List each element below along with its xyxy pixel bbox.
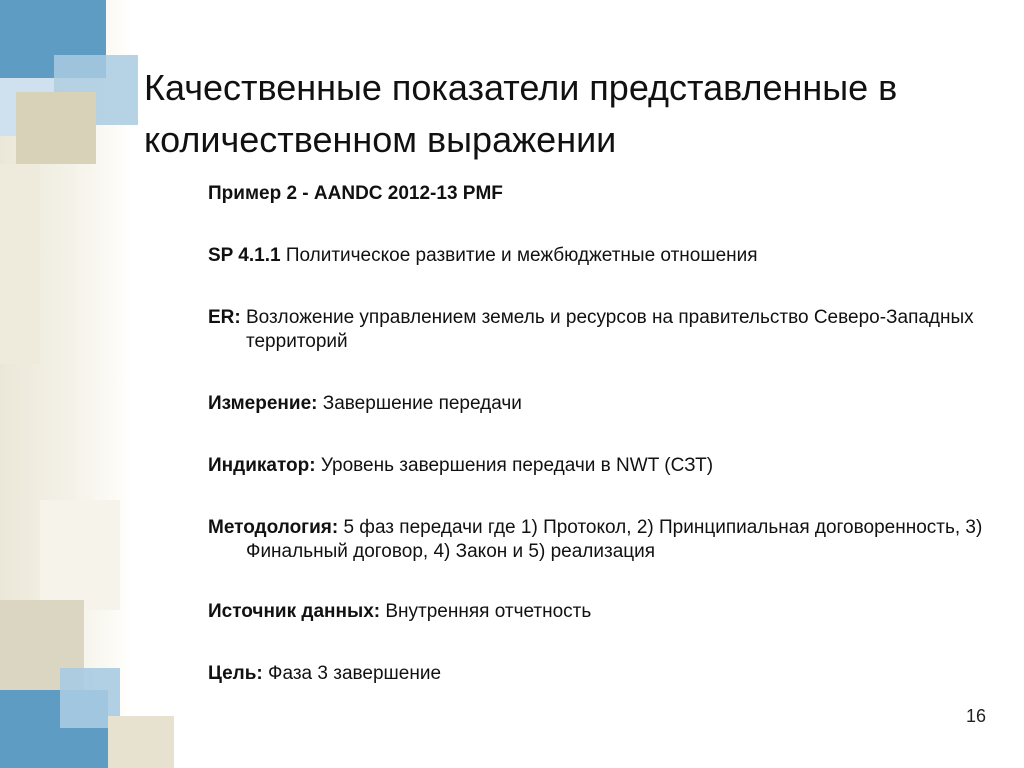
item-label: SP 4.1.1 — [208, 245, 281, 266]
item-text: Фаза 3 завершение — [262, 663, 442, 684]
content-item-indicator — [208, 454, 1024, 478]
item-label: Индикатор: — [208, 455, 316, 476]
item-text: Возложение управлением земель и ресурсов на правительство Северо-Западных территорий — [240, 307, 974, 352]
content-item-data-source — [208, 600, 1024, 624]
content-item-er — [208, 306, 1024, 354]
item-label: Методология: — [208, 517, 339, 538]
content-item-target — [208, 662, 1024, 686]
content-item-measure — [208, 392, 1024, 416]
item-label: Измерение: — [208, 393, 318, 414]
decorative-square — [108, 716, 174, 768]
item-text: 5 фаз передачи где 1) Протокол, 2) Принципиальная договоренность, 3) Финальный договор, 4) Закон и 5) реализация — [246, 517, 983, 562]
example-heading-text: Пример 2 - AANDC 2012-13 PMF — [208, 183, 503, 204]
item-label: Источник данных: — [208, 601, 381, 622]
decorative-square — [0, 164, 40, 364]
example-heading — [208, 182, 1024, 206]
slide-title: Качественные показатели представленные в количественном выражении — [144, 67, 898, 160]
slide-number: 16 — [965, 706, 986, 726]
item-text: Завершение передачи — [317, 393, 522, 414]
item-label: ER: — [208, 307, 241, 328]
item-text: Политическое развитие и межбюджетные отношения — [280, 245, 758, 266]
content-item-sp — [208, 244, 1024, 268]
decorative-square — [16, 92, 96, 164]
item-text: Внутренняя отчетность — [380, 601, 592, 622]
content-item-methodology — [208, 516, 1024, 564]
item-text: Уровень завершения передачи в NWT (СЗТ) — [315, 455, 714, 476]
decorative-square — [40, 500, 120, 610]
item-label: Цель: — [208, 663, 263, 684]
